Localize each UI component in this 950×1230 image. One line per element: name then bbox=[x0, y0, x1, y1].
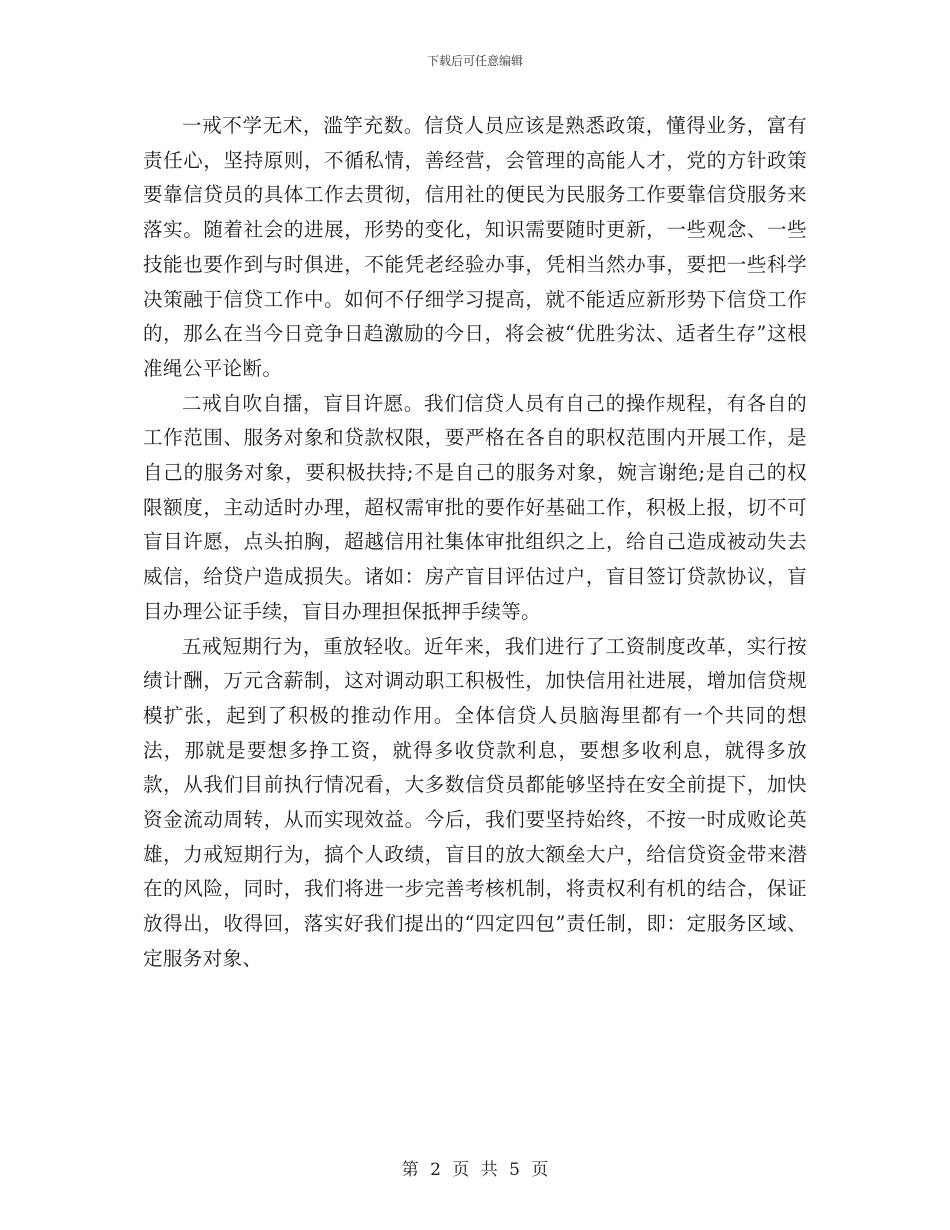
paragraph-2: 二戒自吹自擂，盲目许愿。我们信贷人员有自己的操作规程，有各自的工作范围、服务对象和贷款权限，要严格在各自的职权范围内开展工作，是自己的服务对象，要积极扶持;不是自己的服务对象，婉言谢绝;是自己的权限额度，主动适时办理，超权需审批的要作好基础工作，积极上报，切不可盲目许愿，点头拍胸，超越信用社集体审批组织之上，给自己造成被动失去威信，给贷户造成损失。诸如：房产盲目评估过户，盲目签订贷款协议，盲目办理公证手续，盲目办理担保抵押手续等。 bbox=[143, 391, 807, 623]
document-body bbox=[143, 109, 807, 977]
paragraph-1: 一戒不学无术，滥竽充数。信贷人员应该是熟悉政策，懂得业务，富有责任心，坚持原则，不循私情，善经营，会管理的高能人才，党的方针政策要靠信贷员的具体工作去贯彻，信用社的便民为民服务工作要靠信贷服务来落实。随着社会的进展，形势的变化，知识需要随时更新，一些观念、一些技能也要作到与时俱进，不能凭老经验办事，凭相当然办事，要把一些科学决策融于信贷工作中。如何不仔细学习提高，就不能适应新形势下信贷工作的，那么在当今日竞争日趋激励的今日，将会被“优胜劣汰、适者生存”这根准绳公平论断。 bbox=[143, 114, 807, 380]
paragraph-3: 五戒短期行为，重放轻收。近年来，我们进行了工资制度改革，实行按绩计酬，万元含薪制，这对调动职工积极性，加快信用社进展，增加信贷规模扩张，起到了积极的推动作用。全体信贷人员脑海里都有一个共同的想法，那就是要想多挣工资，就得多收贷款利息，要想多收利息，就得多放款，从我们目前执行情况看，大多数信贷员都能够坚持在安全前提下，加快资金流动周转，从而实现效益。今后，我们要坚持始终，不按一时成败论英雄，力戒短期行为，搞个人政绩，盲目的放大额垒大户，给信贷资金带来潜在的风险，同时，我们将进一步完善考核机制，将责权利有机的结合，保证放得出，收得回，落实好我们提出的“四定四包”责任制，即：定服务区域、定服务对象、 bbox=[143, 634, 807, 970]
page-number-footer: 第 2 页 共 5 页 bbox=[401, 1160, 549, 1180]
page-header: 下载后可任意编辑 bbox=[426, 54, 523, 68]
